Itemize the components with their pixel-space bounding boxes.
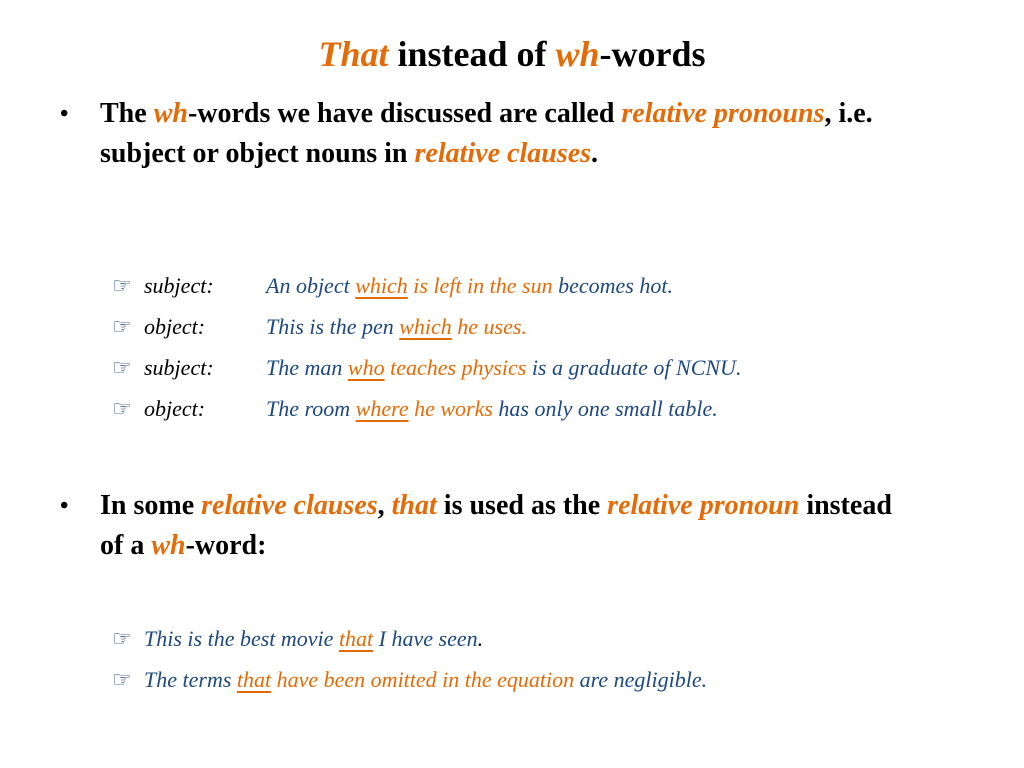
example-object-which: ☞ object: This is the pen which he uses. [112, 311, 992, 343]
pointing-hand-icon: ☞ [112, 273, 132, 298]
pointing-hand-icon: ☞ [112, 667, 132, 692]
pointing-hand-icon: ☞ [112, 314, 132, 339]
bullet-relative-pronouns: • The wh-words we have discussed are called relative pronouns, i.e. subject or object nouns in relative clauses. [100, 94, 920, 174]
bullet-that-as-relative-pronoun: • In some relative clauses, that is used as the relative pronoun instead of a wh-word: [100, 486, 920, 566]
bullet-dot-icon: • [60, 493, 69, 519]
title-instead-of: instead of [388, 34, 556, 74]
title-words: -words [599, 34, 706, 74]
example-subject-which: ☞ subject: An object which is left in the sun becomes hot. [112, 270, 992, 302]
example-terms-omitted: ☞ The terms that have been omitted in the equation are negligible. [112, 664, 992, 696]
title-wh: wh [555, 34, 600, 74]
example-subject-who: ☞ subject: The man who teaches physics is a graduate of NCNU. [112, 352, 992, 384]
pointing-hand-icon: ☞ [112, 355, 132, 380]
pointing-hand-icon: ☞ [112, 626, 132, 651]
example-object-where: ☞ object: The room where he works has only one small table. [112, 393, 992, 425]
title-that: That [318, 34, 389, 74]
example-best-movie: ☞ This is the best movie that I have seen. [112, 623, 992, 655]
slide-title [0, 30, 1024, 78]
bullet-dot-icon: • [60, 101, 69, 127]
pointing-hand-icon: ☞ [112, 396, 132, 421]
